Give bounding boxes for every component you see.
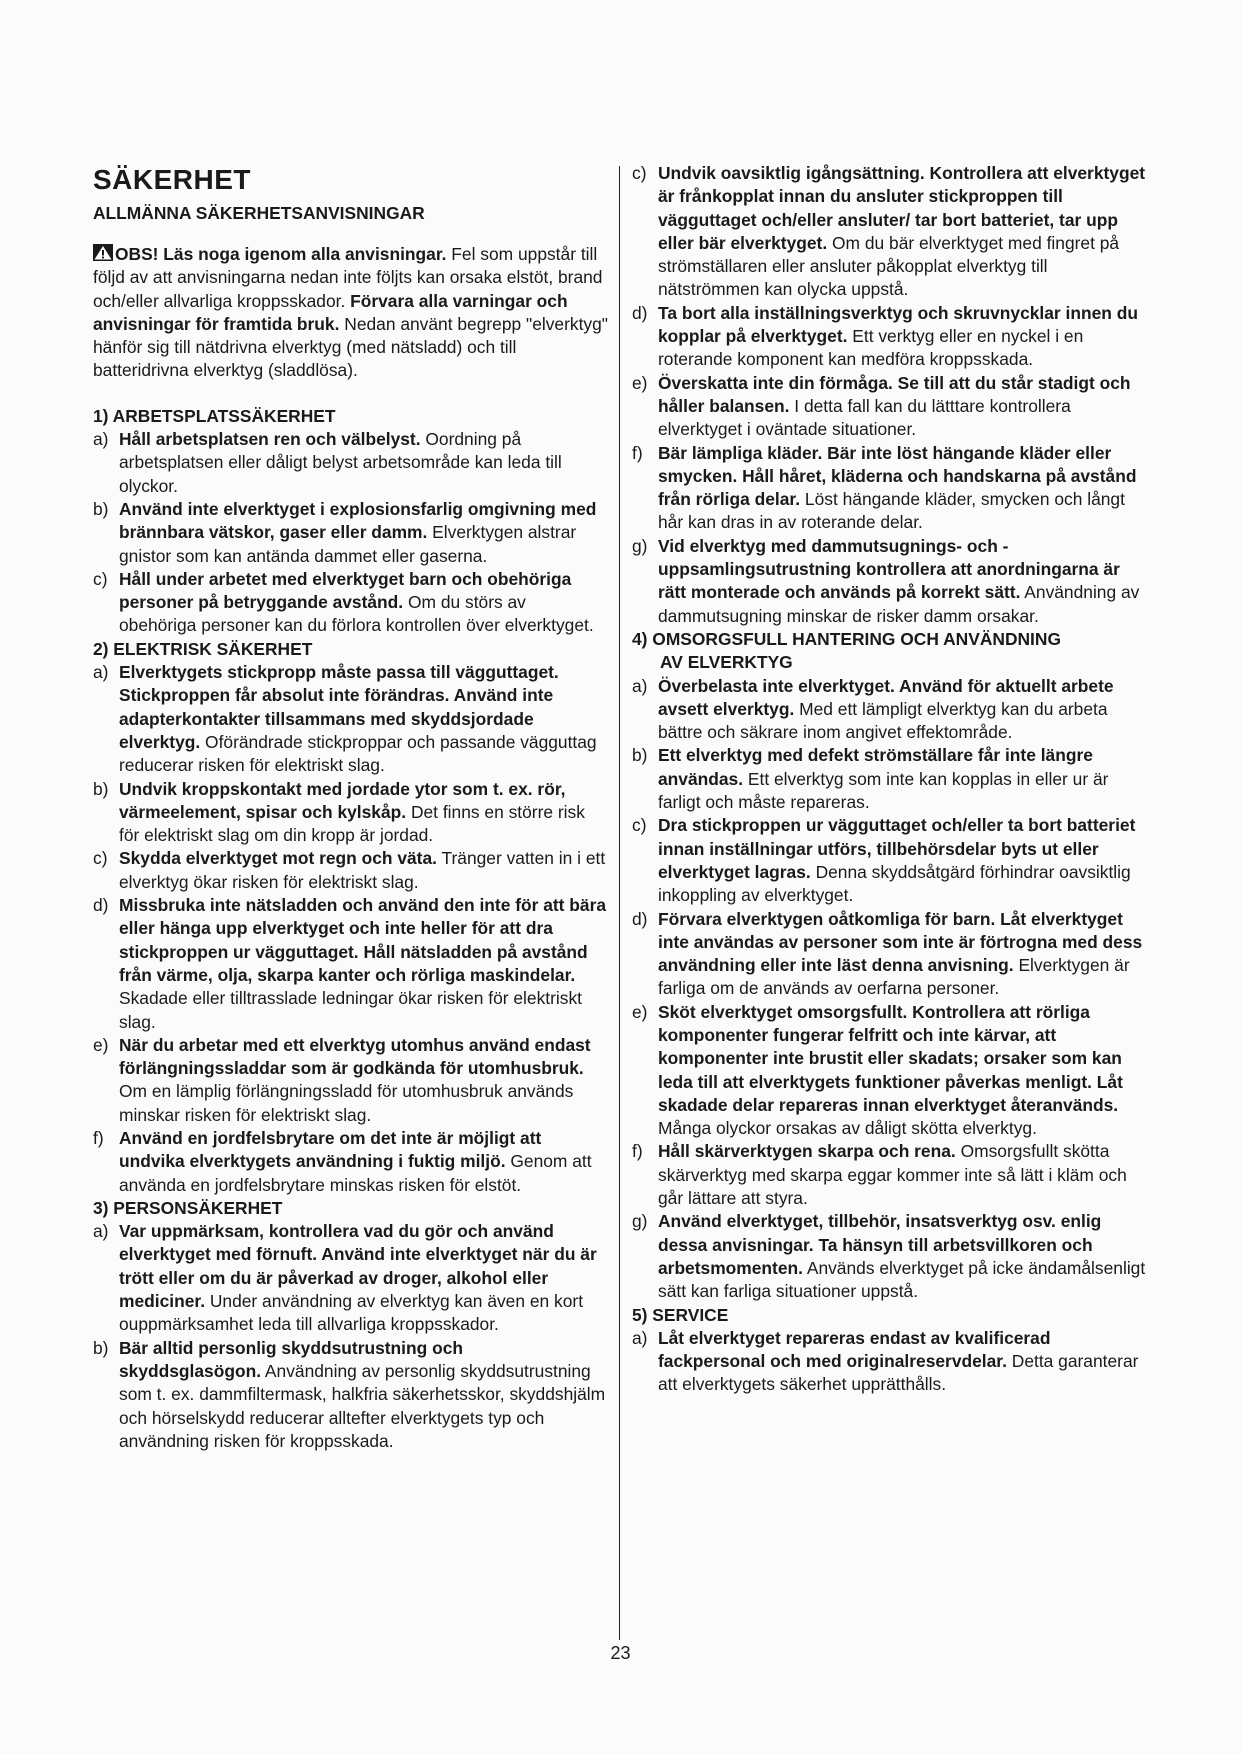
page-title: SÄKERHET bbox=[93, 164, 252, 195]
item-bold: Förvara elverktygen oåtkomliga för barn. Låt elverktyget inte användas av personer som inte är förtrogna med dess användning eller inte läst denna anvisning. bbox=[658, 908, 1143, 976]
item-marker: a) bbox=[632, 1327, 648, 1348]
item-bold: Använd en jordfelsbrytare om det inte är möjligt att undvika elverktygets användning i fuktig miljö. bbox=[119, 1127, 542, 1172]
item-text: Omsorgsfullt skötta skärverktyg med skarpa eggar kommer inte så lätt i kläm och går lättare att styra. bbox=[658, 1141, 1127, 1209]
item-bold: Dra stickproppen ur vägguttaget och/eller ta bort batteriet innan inställningar utförs, tillbehörsdelar byts ut eller elverktyget lagras. bbox=[658, 815, 1136, 882]
item-marker: a) bbox=[93, 1221, 109, 1242]
item-text: Många olyckor orsakas av dåligt skötta elverktyg. bbox=[658, 1118, 1037, 1139]
item-bold: När du arbetar med ett elverktyg utomhus använd endast förlängningssladdar som är godkända för utomhusbruk. bbox=[119, 1034, 591, 1079]
item-bold: Missbruka inte nätsladden och använd den inte för att bära eller hänga upp elverktyget och inte heller för att dra stickproppen ur vägguttaget. Håll nätsladden på avstånd från värme, olja, skarpa kanter och rörliga maskindelar. bbox=[119, 895, 607, 985]
intro-paragraph bbox=[93, 243, 608, 383]
list-item bbox=[93, 894, 608, 1034]
item-text: Under användning av elverktyg kan även en kort ouppmärksamhet leda till allvarliga kroppsskador. bbox=[119, 1291, 584, 1335]
item-marker: d) bbox=[632, 302, 648, 323]
item-bold: Vid elverktyg med dammutsugnings- och -uppsamlingsutrustning kontrollera att anordningarna är rätt monterade och används på korrekt sätt. bbox=[658, 535, 1120, 603]
item-text: Användning av personlig skyddsutrustning som t. ex. dammfiltermask, halkfria säkerhetsskor, skyddshjälm och hörselskydd reducerar alltefter elverktygets typ och användning risken för kroppsskada. bbox=[119, 1360, 606, 1451]
item-bold: Använd elverktyget, tillbehör, insatsverktyg osv. enlig dessa anvisningar. Ta hänsyn till arbetsvillkoren och arbetsmomenten. bbox=[658, 1211, 1102, 1278]
warning-triangle-icon bbox=[93, 244, 113, 261]
item-text: Används elverktyget på icke ändamålsenligt sätt kan farliga situationer uppstå. bbox=[658, 1257, 1146, 1302]
page-subtitle: ALLMÄNNA SÄKERHETSANVISNINGAR bbox=[93, 203, 425, 223]
intro-bold-2: Förvara alla varningar och anvisningar för framtida bruk. bbox=[93, 290, 568, 334]
list-item bbox=[93, 1220, 608, 1336]
item-marker: g) bbox=[632, 535, 648, 556]
item-text: Denna skyddsåtgärd förhindrar oavsiktlig inkoppling av elverktyget. bbox=[658, 861, 1131, 906]
item-text: Detta garanterar att elverktygets säkerhet upprätthålls. bbox=[658, 1351, 1139, 1395]
list-item bbox=[632, 535, 1147, 628]
right-column bbox=[632, 162, 1147, 1397]
item-bold: Undvik kroppskontakt med jordade ytor som t. ex. rör, värmeelement, spisar och kylskåp. bbox=[119, 778, 566, 822]
item-text: I detta fall kan du lätttare kontrollera elverktyget i oväntade situationer. bbox=[658, 395, 1071, 440]
list-item bbox=[632, 442, 1147, 535]
list-item bbox=[93, 498, 608, 568]
item-marker: c) bbox=[93, 848, 108, 869]
section-heading-1: 1) ARBETSPLATSSÄKERHET bbox=[93, 405, 336, 426]
list-item bbox=[632, 162, 1147, 302]
item-text: Om du bär elverktyget med fingret på strömställaren eller ansluter påkopplat elverktyg till nätströmmen kan olycka uppstå. bbox=[658, 232, 1120, 300]
item-bold: Ta bort alla inställningsverktyg och skruvnycklar innen du kopplar på elverktyget. bbox=[658, 302, 1138, 347]
intro-text-2: Nedan använt begrepp "elverktyg" hänför sig till nätdrivna elverktyg (med nätsladd) och till batteridrivna elverktyg (sladdlösa). bbox=[93, 313, 608, 381]
item-bold: Ett elverktyg med defekt strömställare får inte längre användas. bbox=[658, 745, 1093, 789]
item-text: Oförändrade stickproppar och passande vägguttag reducerar risken för elektriskt slag. bbox=[119, 731, 597, 776]
list-item bbox=[632, 744, 1147, 814]
item-marker: a) bbox=[93, 662, 109, 683]
item-bold: Var uppmärksam, kontrollera vad du gör och använd elverktyget med förnuft. Använd inte elverktyget när du är trött eller om du är påverkad av droger, alkohol eller mediciner. bbox=[119, 1221, 597, 1312]
page-number: 23 bbox=[610, 1643, 631, 1663]
section-heading-4: 4) OMSORGSFULL HANTERING OCH ANVÄNDNING bbox=[632, 628, 1061, 649]
item-bold: Använd inte elverktyget i explosionsfarlig omgivning med brännbara vätskor, gaser eller damm. bbox=[119, 498, 597, 543]
item-bold: Överbelasta inte elverktyget. Använd för aktuellt arbete avsett elverktyg. bbox=[658, 675, 1114, 719]
list-item bbox=[93, 1337, 608, 1453]
item-text: Genom att använda en jordfelsbrytare minskas risken för elstöt. bbox=[119, 1151, 592, 1195]
item-marker: e) bbox=[632, 1001, 648, 1022]
list-item bbox=[632, 908, 1147, 1001]
section-heading-4-cont: AV ELVERKTYG bbox=[660, 652, 793, 673]
item-bold: Håll under arbetet med elverktyget barn och obehöriga personer på betryggande avstånd. bbox=[119, 568, 572, 613]
item-marker: d) bbox=[632, 908, 648, 929]
item-marker: a) bbox=[632, 675, 648, 696]
list-item bbox=[632, 1001, 1147, 1141]
item-marker: d) bbox=[93, 895, 109, 916]
left-column bbox=[93, 162, 608, 1453]
list-item bbox=[93, 847, 608, 894]
list-item bbox=[93, 1127, 608, 1197]
item-marker: c) bbox=[93, 568, 108, 589]
item-bold: Bär alltid personlig skyddsutrustning och skyddsglasögon. bbox=[119, 1337, 463, 1381]
item-marker: c) bbox=[632, 815, 647, 836]
list-item bbox=[93, 778, 608, 848]
item-marker: g) bbox=[632, 1211, 648, 1232]
item-text: Användning av dammutsugning minskar de risker damm orsakar. bbox=[658, 582, 1140, 626]
item-marker: f) bbox=[93, 1127, 104, 1148]
list-item bbox=[632, 1327, 1147, 1397]
section-heading-5: 5) SERVICE bbox=[632, 1304, 729, 1325]
item-marker: b) bbox=[93, 778, 109, 799]
item-bold: Överskatta inte din förmåga. Se till att du står stadigt och håller balansen. bbox=[658, 372, 1131, 416]
list-item bbox=[632, 814, 1147, 907]
item-text: Ett verktyg eller en nyckel i en roterande komponent kan medföra kroppsskada. bbox=[658, 326, 1084, 370]
item-bold: Sköt elverktyget omsorgsfullt. Kontrollera att rörliga komponenter fungerar felfritt och inte kärvar, att komponenter inte brustit eller skadats; orsaker som kan leda till att elverktygets funktioner påverkas menligt. Låt skadade delar repareras innan elverktyget återanvänds. bbox=[658, 1001, 1123, 1115]
list-item bbox=[93, 568, 608, 638]
list-item bbox=[632, 675, 1147, 745]
item-bold: Håll arbetsplatsen ren och välbelyst. bbox=[119, 429, 421, 450]
list-item bbox=[93, 428, 608, 498]
item-text: Skadade eller tilltrasslade ledningar ökar risken för elektriskt slag. bbox=[119, 988, 583, 1032]
list-item bbox=[93, 1034, 608, 1127]
column-divider bbox=[619, 166, 620, 1640]
item-text: Elverktygen är farliga om de används av oerfarna personer. bbox=[658, 955, 1130, 999]
item-bold: Skydda elverktyget mot regn och väta. bbox=[119, 848, 437, 869]
item-text: Om du störs av obehöriga personer kan du förlora kontrollen över elverktyget. bbox=[119, 592, 594, 636]
item-text: Ett elverktyg som inte kan kopplas in eller ur är farligt och måste repareras. bbox=[658, 768, 1109, 813]
intro-bold-1: OBS! Läs noga igenom alla anvisningar. bbox=[115, 244, 447, 264]
item-marker: b) bbox=[632, 745, 648, 766]
list-item bbox=[632, 1140, 1147, 1210]
list-item bbox=[632, 302, 1147, 372]
item-text: Tränger vatten in i ett elverktyg ökar risken för elektriskt slag. bbox=[119, 848, 606, 892]
item-bold: Håll skärverktygen skarpa och rena. bbox=[658, 1141, 956, 1162]
item-marker: e) bbox=[632, 372, 648, 393]
item-text: Det finns en större risk för elektriskt slag om din kropp är jordad. bbox=[119, 801, 585, 846]
item-text: Med ett lämpligt elverktyg kan du arbeta bättre och säkrare inom angivet effektområde. bbox=[658, 698, 1108, 743]
item-marker: e) bbox=[93, 1034, 109, 1055]
item-text: Oordning på arbetsplatsen eller dåligt belyst arbetsområde kan leda till olyckor. bbox=[119, 429, 562, 496]
item-marker: b) bbox=[93, 498, 109, 519]
item-bold: Låt elverktyget repareras endast av kvalificerad fackpersonal och med originalreservdelar. bbox=[658, 1327, 1051, 1372]
item-bold: Elverktygets stickpropp måste passa till vägguttaget. Stickproppen får absolut inte förändras. Använd inte adapterkontakter tillsammans med skyddsjordade elverktyg. bbox=[119, 662, 559, 752]
item-marker: a) bbox=[93, 429, 109, 450]
list-item bbox=[93, 661, 608, 777]
list-item bbox=[632, 372, 1147, 442]
item-text: Elverktygen alstrar gnistor som kan antända dammet eller gaserna. bbox=[119, 522, 577, 566]
item-marker: f) bbox=[632, 442, 643, 463]
intro-text-1: Fel som uppstår till följd av att anvisningarna nedan inte följts kan orsaka elstöt, brand och/eller allvarliga kroppsskador. bbox=[93, 244, 603, 311]
list-item bbox=[632, 1210, 1147, 1303]
item-bold: Undvik oavsiktlig igångsättning. Kontrollera att elverktyget är frånkopplat innan du ansluter stickproppen till vägguttaget och/eller ansluter/ tar bort batteriet, tar upp eller bär elverktyget. bbox=[658, 163, 1146, 253]
item-bold: Bär lämpliga kläder. Bär inte löst hängande kläder eller smycken. Håll håret, kläderna och handskarna på avstånd från rörliga delar. bbox=[658, 442, 1137, 510]
item-text: Löst hängande kläder, smycken och långt hår kan dras in av roterande delar. bbox=[658, 489, 1125, 533]
section-heading-2: 2) ELEKTRISK SÄKERHET bbox=[93, 638, 313, 659]
item-marker: c) bbox=[632, 163, 647, 183]
item-marker: f) bbox=[632, 1141, 643, 1162]
section-heading-3: 3) PERSONSÄKERHET bbox=[93, 1197, 283, 1218]
item-text: Om en lämplig förlängningssladd för utomhusbruk används minskar risken för elektriskt slag. bbox=[119, 1081, 574, 1125]
item-marker: b) bbox=[93, 1337, 109, 1358]
